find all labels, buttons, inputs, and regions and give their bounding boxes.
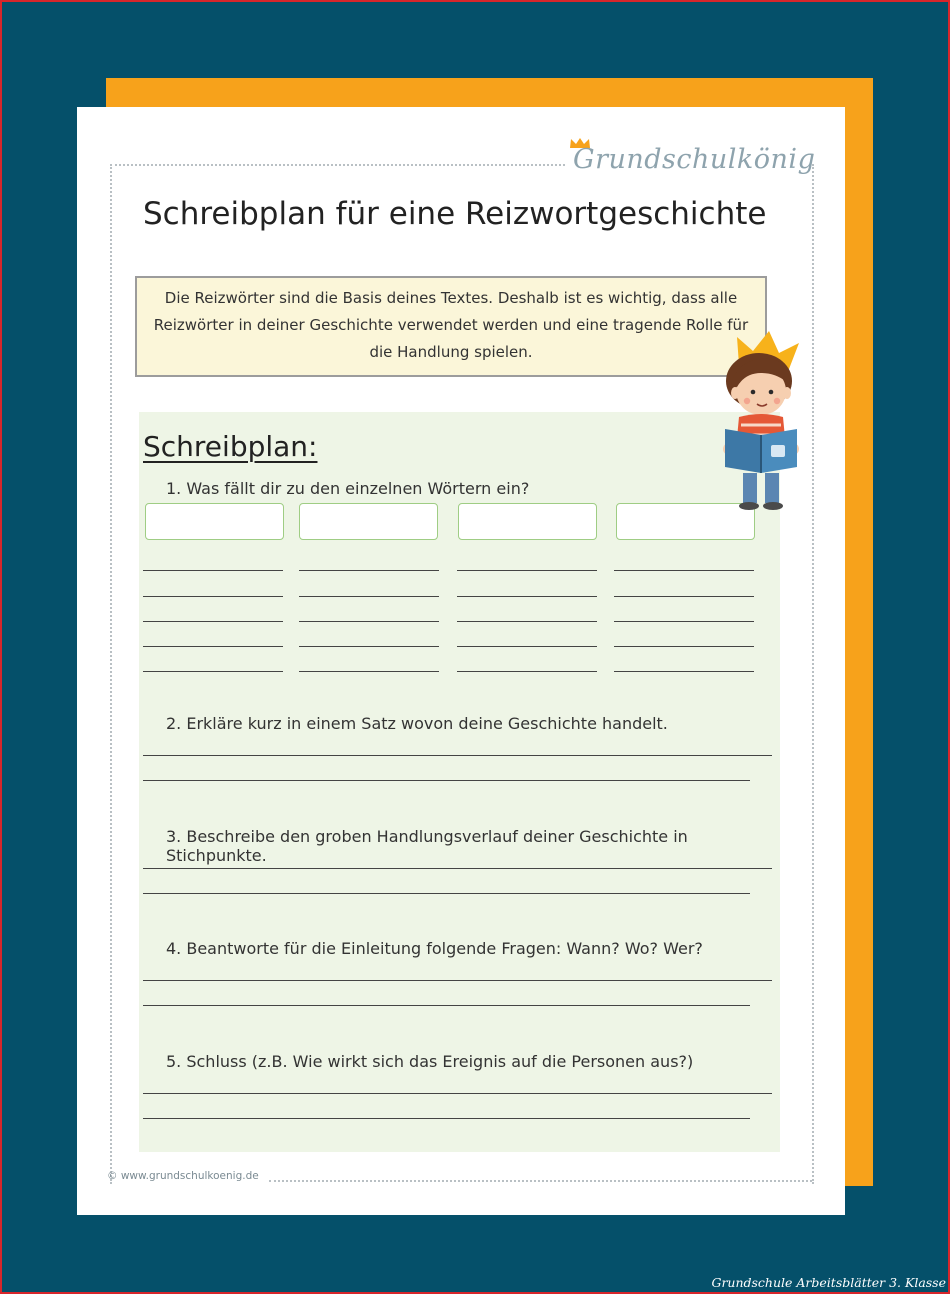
reizwort-field-2[interactable]	[299, 503, 438, 540]
reizwort-field-3[interactable]	[458, 503, 597, 540]
worksheet-page	[77, 107, 845, 1215]
dotted-frame-top	[110, 164, 565, 166]
footer-copyright: © www.grundschulkoenig.de	[107, 1170, 259, 1182]
reading-king-boy-illustration	[717, 329, 807, 511]
question-3: 3. Beschreibe den groben Handlungsverlauf deiner Geschichte in Stichpunkte.	[166, 827, 688, 865]
watermark-caption: Grundschule Arbeitsblätter 3. Klasse	[711, 1275, 946, 1290]
question-5: 5. Schluss (z.B. Wie wirkt sich das Ereignis auf die Personen aus?)	[166, 1052, 694, 1071]
plan-section	[139, 412, 780, 1152]
question-1: 1. Was fällt dir zu den einzelnen Wörtern ein?	[166, 479, 530, 498]
brand-logo: Grundschulkönig	[573, 144, 816, 175]
page-title: Schreibplan für eine Reizwortgeschichte	[143, 196, 767, 232]
plan-heading: Schreibplan:	[143, 430, 318, 463]
question-2: 2. Erkläre kurz in einem Satz wovon deine Geschichte handelt.	[166, 714, 668, 733]
question-4: 4. Beantworte für die Einleitung folgende Fragen: Wann? Wo? Wer?	[166, 939, 703, 958]
dotted-frame-bottom	[269, 1180, 812, 1182]
intro-box: Die Reizwörter sind die Basis deines Textes. Deshalb ist es wichtig, dass alle Reizwörter in deiner Geschichte verwendet werden und eine tragende Rolle für die Handlung spielen.	[135, 276, 767, 377]
reizwort-field-1[interactable]	[145, 503, 284, 540]
